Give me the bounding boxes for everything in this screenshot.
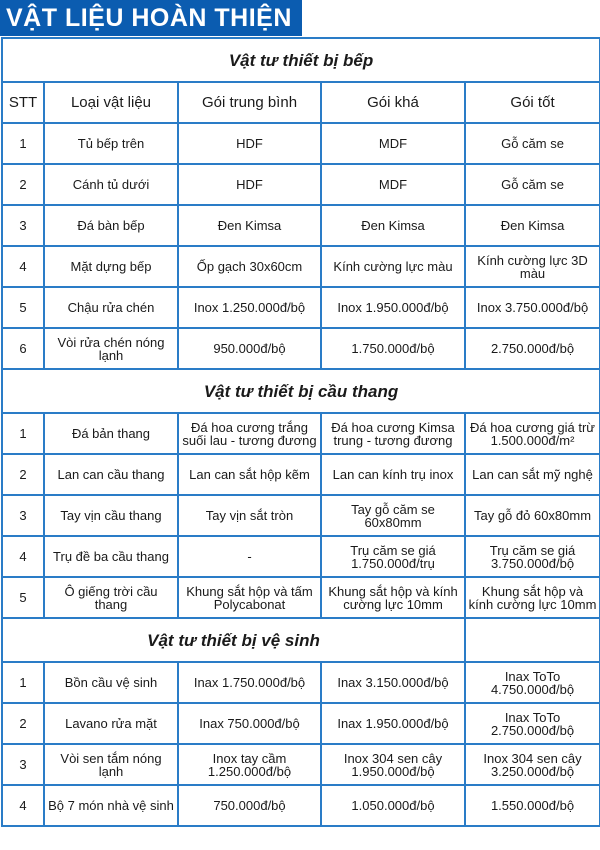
column-header-row (2, 82, 600, 123)
empty-cell (465, 618, 600, 662)
cell-material: Lan can cầu thang (44, 454, 178, 495)
cell-good: MDF (321, 123, 465, 164)
cell-best: Inox 3.750.000đ/bộ (465, 287, 600, 328)
cell-basic: 750.000đ/bộ (178, 785, 321, 826)
cell-best: Kính cường lực 3D màu (465, 246, 600, 287)
cell-good: Lan can kính trụ inox (321, 454, 465, 495)
cell-stt: 2 (2, 164, 44, 205)
cell-good: Đen Kimsa (321, 205, 465, 246)
cell-best: 2.750.000đ/bộ (465, 328, 600, 369)
section-title: Vật tư thiết bị cầu thang (2, 369, 600, 413)
cell-basic: HDF (178, 123, 321, 164)
cell-stt: 3 (2, 495, 44, 536)
cell-material: Bộ 7 món nhà vệ sinh (44, 785, 178, 826)
cell-good: Kính cường lực màu (321, 246, 465, 287)
cell-best: 1.550.000đ/bộ (465, 785, 600, 826)
cell-material: Đá bản thang (44, 413, 178, 454)
cell-stt: 3 (2, 205, 44, 246)
cell-good: Inox 1.950.000đ/bộ (321, 287, 465, 328)
table-row (2, 328, 600, 369)
cell-basic: Tay vịn sắt tròn (178, 495, 321, 536)
section-header-kitchen (2, 38, 600, 82)
cell-stt: 4 (2, 536, 44, 577)
cell-material: Ô giếng trời cầu thang (44, 577, 178, 618)
cell-material: Cánh tủ dưới (44, 164, 178, 205)
header-best: Gói tốt (465, 82, 600, 123)
table-row (2, 413, 600, 454)
cell-best: Lan can sắt mỹ nghệ (465, 454, 600, 495)
cell-stt: 1 (2, 662, 44, 703)
header-good: Gói khá (321, 82, 465, 123)
cell-best: Tay gỗ đỏ 60x80mm (465, 495, 600, 536)
cell-best: Đen Kimsa (465, 205, 600, 246)
table-row (2, 703, 600, 744)
table-row (2, 205, 600, 246)
cell-good: 1.750.000đ/bộ (321, 328, 465, 369)
table-row (2, 536, 600, 577)
section-title: Vật tư thiết bị vệ sinh (2, 618, 465, 662)
section-header-stairs (2, 369, 600, 413)
section-title: Vật tư thiết bị bếp (2, 38, 600, 82)
table-row (2, 164, 600, 205)
table-row (2, 287, 600, 328)
section-header-bathroom (2, 618, 600, 662)
cell-basic: Lan can sắt hộp kẽm (178, 454, 321, 495)
cell-basic: Inox 1.250.000đ/bộ (178, 287, 321, 328)
cell-best: Gỗ căm se (465, 123, 600, 164)
cell-good: Inox 304 sen cây 1.950.000đ/bộ (321, 744, 465, 785)
cell-material: Tủ bếp trên (44, 123, 178, 164)
cell-stt: 5 (2, 287, 44, 328)
cell-material: Vòi sen tắm nóng lạnh (44, 744, 178, 785)
cell-best: Inox 304 sen cây 3.250.000đ/bộ (465, 744, 600, 785)
materials-table (1, 37, 600, 827)
table-row (2, 123, 600, 164)
cell-material: Vòi rửa chén nóng lạnh (44, 328, 178, 369)
table-row (2, 495, 600, 536)
cell-material: Lavano rửa mặt (44, 703, 178, 744)
cell-good: Đá hoa cương Kimsa trung - tương đương (321, 413, 465, 454)
cell-best: Đá hoa cương giá trừ 1.500.000đ/m² (465, 413, 600, 454)
table-row (2, 246, 600, 287)
cell-stt: 1 (2, 413, 44, 454)
cell-good: Inax 3.150.000đ/bộ (321, 662, 465, 703)
cell-good: MDF (321, 164, 465, 205)
table-row (2, 454, 600, 495)
cell-basic: Khung sắt hộp và tấm Polycabonat (178, 577, 321, 618)
cell-basic: Inox tay cầm 1.250.000đ/bộ (178, 744, 321, 785)
cell-best: Trụ căm se giá 3.750.000đ/bộ (465, 536, 600, 577)
cell-basic: Ốp gạch 30x60cm (178, 246, 321, 287)
table-row (2, 785, 600, 826)
header-stt: STT (2, 82, 44, 123)
cell-stt: 4 (2, 246, 44, 287)
cell-stt: 1 (2, 123, 44, 164)
cell-basic: - (178, 536, 321, 577)
cell-stt: 4 (2, 785, 44, 826)
cell-basic: 950.000đ/bộ (178, 328, 321, 369)
cell-material: Bồn cầu vệ sinh (44, 662, 178, 703)
cell-basic: Đá hoa cương trắng suối lau - tương đương (178, 413, 321, 454)
cell-basic: Inax 750.000đ/bộ (178, 703, 321, 744)
cell-material: Trụ đề ba cầu thang (44, 536, 178, 577)
cell-best: Gỗ căm se (465, 164, 600, 205)
cell-stt: 2 (2, 454, 44, 495)
table-row (2, 577, 600, 618)
cell-stt: 6 (2, 328, 44, 369)
cell-stt: 3 (2, 744, 44, 785)
header-material: Loại vật liệu (44, 82, 178, 123)
cell-basic: Inax 1.750.000đ/bộ (178, 662, 321, 703)
cell-best: Inax ToTo 4.750.000đ/bộ (465, 662, 600, 703)
cell-basic: HDF (178, 164, 321, 205)
cell-good: Inax 1.950.000đ/bộ (321, 703, 465, 744)
cell-good: 1.050.000đ/bộ (321, 785, 465, 826)
cell-good: Khung sắt hộp và kính cường lực 10mm (321, 577, 465, 618)
cell-best: Inax ToTo 2.750.000đ/bộ (465, 703, 600, 744)
cell-material: Đá bàn bếp (44, 205, 178, 246)
table-row (2, 744, 600, 785)
cell-good: Trụ căm se giá 1.750.000đ/trụ (321, 536, 465, 577)
table-row (2, 662, 600, 703)
cell-material: Tay vịn cầu thang (44, 495, 178, 536)
header-basic: Gói trung bình (178, 82, 321, 123)
cell-material: Chậu rửa chén (44, 287, 178, 328)
cell-basic: Đen Kimsa (178, 205, 321, 246)
cell-material: Mặt dựng bếp (44, 246, 178, 287)
cell-good: Tay gỗ căm se 60x80mm (321, 495, 465, 536)
cell-best: Khung sắt hộp và kính cường lực 10mm (465, 577, 600, 618)
cell-stt: 2 (2, 703, 44, 744)
cell-stt: 5 (2, 577, 44, 618)
page-title: VẬT LIỆU HOÀN THIỆN (0, 0, 302, 36)
